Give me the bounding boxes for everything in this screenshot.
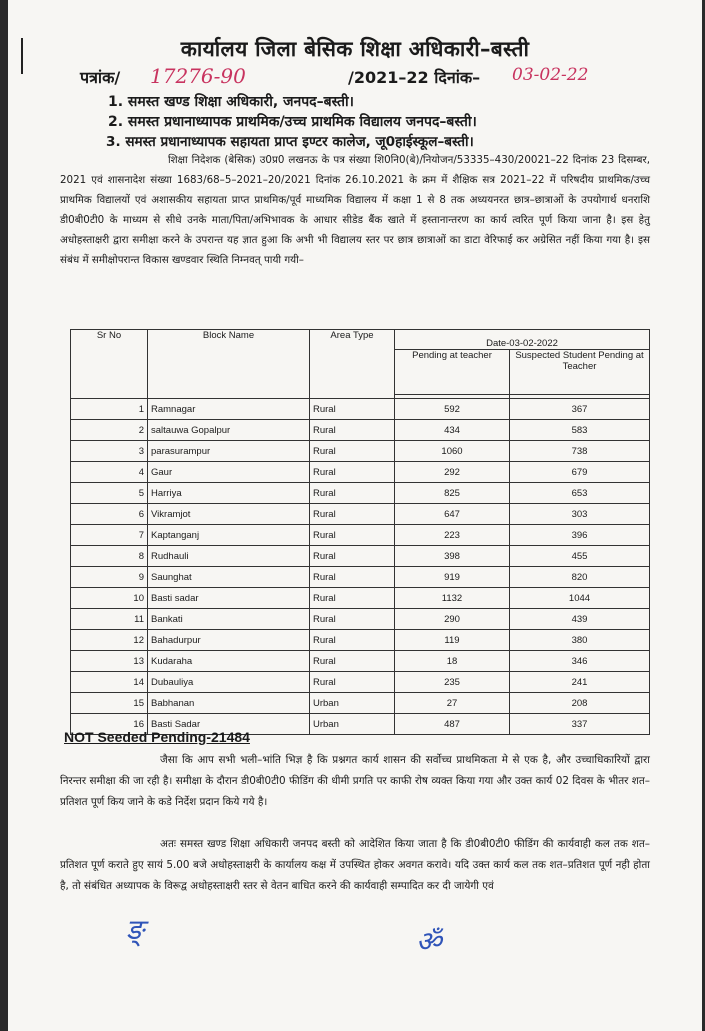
cell-area-type: Rural xyxy=(310,504,395,525)
cell-block-name: Harriya xyxy=(148,483,310,504)
table-row xyxy=(71,693,650,714)
cell-area-type: Rural xyxy=(310,567,395,588)
table-row xyxy=(71,651,650,672)
table-row xyxy=(71,504,650,525)
pending-table xyxy=(70,329,650,735)
col-sr-no: Sr No xyxy=(71,330,148,399)
table-row xyxy=(71,609,650,630)
cell-sr-no: 14 xyxy=(71,672,148,693)
addressee-2: 2. समस्त प्रधानाध्यापक प्राथमिक/उच्च प्राथमिक विद्यालय जनपद–बस्ती। xyxy=(108,114,477,130)
cell-area-type: Rural xyxy=(310,399,395,420)
cell-pending-teacher: 398 xyxy=(395,546,510,567)
cell-block-name: Bankati xyxy=(148,609,310,630)
cell-suspected-pending: 653 xyxy=(510,483,650,504)
cell-area-type: Urban xyxy=(310,693,395,714)
cell-pending-teacher: 919 xyxy=(395,567,510,588)
cell-suspected-pending: 820 xyxy=(510,567,650,588)
cell-area-type: Rural xyxy=(310,651,395,672)
signature-initial-right: ॐ xyxy=(416,925,442,958)
cell-block-name: Bahadurpur xyxy=(148,630,310,651)
table-row xyxy=(71,672,650,693)
cell-area-type: Rural xyxy=(310,462,395,483)
cell-block-name: Vikramjot xyxy=(148,504,310,525)
cell-block-name: Kaptanganj xyxy=(148,525,310,546)
table-row xyxy=(71,399,650,420)
cell-sr-no: 6 xyxy=(71,504,148,525)
cell-area-type: Rural xyxy=(310,483,395,504)
col-suspected-pending: Suspected Student Pending at Teacher xyxy=(510,350,650,395)
table-row xyxy=(71,567,650,588)
cell-suspected-pending: 367 xyxy=(510,399,650,420)
cell-pending-teacher: 27 xyxy=(395,693,510,714)
cell-suspected-pending: 679 xyxy=(510,462,650,483)
cell-area-type: Rural xyxy=(310,588,395,609)
cell-pending-teacher: 119 xyxy=(395,630,510,651)
signature-initial-left: ङ् xyxy=(126,913,144,946)
table-row xyxy=(71,525,650,546)
cell-sr-no: 8 xyxy=(71,546,148,567)
cell-pending-teacher: 825 xyxy=(395,483,510,504)
table-row xyxy=(71,483,650,504)
table-row xyxy=(71,462,650,483)
cell-suspected-pending: 455 xyxy=(510,546,650,567)
cell-sr-no: 4 xyxy=(71,462,148,483)
cell-sr-no: 12 xyxy=(71,630,148,651)
cell-sr-no: 9 xyxy=(71,567,148,588)
paragraph-3: अतः समस्त खण्ड शिक्षा अधिकारी जनपद बस्ती को आदेशित किया जाता है कि डी0बी0टी0 फीडिंग की कार्यवाही कल तक शत–प्रतिशत पूर्ण कराते हुए सायं 5.00 बजे अधोहस्ताक्षरी के कार्यालय कक्ष में उपस्थित होकर अवगत करावे। यदि उक्त कार्य कल तक शत–प्रतिशत पूर्ण नही होता है, तो संबंधित अध्यापक के विरूद्व अधोहस्ताक्षरी स्तर से वेतन बाधित करने की कार्यवाही सम्पादित कर दी जायेगी एवं xyxy=(60,838,650,892)
cell-block-name: Dubauliya xyxy=(148,672,310,693)
cell-pending-teacher: 434 xyxy=(395,420,510,441)
addressee-3: 3. समस्त प्रधानाध्यापक सहायता प्राप्त इण्टर कालेज, जू0हाईस्कूल–बस्ती। xyxy=(106,134,474,150)
intro-paragraph: शिक्षा निदेशक (बेसिक) उ0प्र0 लखनऊ के पत्र संख्या शि0नि0(बे)/नियोजन/53335–430/20021–22 दिनांक 23 दिसम्बर, 2021 एवं शासनादेश संख्या 1683/68–5–2021–20/2021 दिनांक 26.10.2021 के क्रम में शैक्षिक सत्र 2021–22 में परिषदीय प्राथमिक/उच्च प्राथमिक विद्यालयों एवं अशासकीय सहायता प्राप्त प्राथमिक/पूर्व माध्यमिक विद्यालय में कक्षा 1 से 8 तक अध्ययनरत छात्र–छात्राओं के उपयोगार्थ धनराशि डी0बी0टी0 के माध्यम से सीधे उनके माता/पिता/अभिभावक के आधार सीडेड बैंक खाते में हस्तानान्तरण का कार्य त्वरित पूर्ण किया जाना है। इस हेतु अधोहस्ताक्षरी द्वारा समीक्षा करने के उपरान्त यह ज्ञात हुआ कि अभी भी विद्यालय स्तर पर छात्र छात्राओं का डाटा वेरिफाई कर अग्रेसित नहीं किया गया है। इस संबंध में समीक्षोपरान्त विकास खण्डवार स्थिति निम्नवत् पायी गयी– xyxy=(60,154,650,266)
cell-area-type: Rural xyxy=(310,420,395,441)
document-page xyxy=(8,0,702,1031)
cell-block-name: Kudaraha xyxy=(148,651,310,672)
col-pending-teacher: Pending at teacher xyxy=(395,350,510,395)
cell-sr-no: 11 xyxy=(71,609,148,630)
cell-sr-no: 10 xyxy=(71,588,148,609)
not-seeded-heading: NOT Seeded Pending-21484 xyxy=(64,729,250,745)
cell-sr-no: 15 xyxy=(71,693,148,714)
col-block-name: Block Name xyxy=(148,330,310,399)
cell-pending-teacher: 292 xyxy=(395,462,510,483)
table-row xyxy=(71,441,650,462)
cell-block-name: parasurampur xyxy=(148,441,310,462)
patrank-label: पत्रांक/ xyxy=(80,68,121,87)
cell-block-name: Ramnagar xyxy=(148,399,310,420)
cell-suspected-pending: 346 xyxy=(510,651,650,672)
cell-block-name: saltauwa Gopalpur xyxy=(148,420,310,441)
date-handwritten: 03-02-22 xyxy=(512,65,589,85)
addressee-1: 1. समस्त खण्ड शिक्षा अधिकारी, जनपद–बस्ती। xyxy=(108,94,354,110)
cell-pending-teacher: 487 xyxy=(395,714,510,735)
table-row xyxy=(71,630,650,651)
year-label: /2021–22 दिनांक– xyxy=(348,68,481,87)
cell-pending-teacher: 235 xyxy=(395,672,510,693)
table-row xyxy=(71,588,650,609)
paragraph-2: जैसा कि आप सभी भली–भांति भिज्ञ है कि प्रश्नगत कार्य शासन की सर्वोच्च प्राथमिकता मे से एक है, और उच्चाधिकारियों द्वारा निरन्तर समीक्षा की जा रही है। समीक्षा के दौरान डी0बी0टी0 फीडिंग की धीमी प्रगति पर काफी रोष व्यक्त किया गया और उक्त कार्य 02 दिवस के भीतर शत–प्रतिशत पूर्ण किय जाने के कडे निर्देश प्रदान किये गये है। xyxy=(60,754,650,808)
cell-block-name: Rudhauli xyxy=(148,546,310,567)
cell-suspected-pending: 738 xyxy=(510,441,650,462)
cell-pending-teacher: 18 xyxy=(395,651,510,672)
cell-suspected-pending: 380 xyxy=(510,630,650,651)
cell-suspected-pending: 208 xyxy=(510,693,650,714)
cell-sr-no: 3 xyxy=(71,441,148,462)
cell-block-name: Basti sadar xyxy=(148,588,310,609)
cell-area-type: Rural xyxy=(310,546,395,567)
cell-suspected-pending: 583 xyxy=(510,420,650,441)
cell-block-name: Saunghat xyxy=(148,567,310,588)
cell-pending-teacher: 1132 xyxy=(395,588,510,609)
cell-suspected-pending: 303 xyxy=(510,504,650,525)
cell-suspected-pending: 439 xyxy=(510,609,650,630)
table-row xyxy=(71,546,650,567)
cell-sr-no: 7 xyxy=(71,525,148,546)
patrank-number: 17276-90 xyxy=(150,64,246,88)
cell-area-type: Rural xyxy=(310,672,395,693)
col-date: Date-03-02-2022 xyxy=(395,330,650,350)
cell-sr-no: 13 xyxy=(71,651,148,672)
cell-sr-no: 1 xyxy=(71,399,148,420)
cell-block-name: Basti Sadar xyxy=(148,714,310,735)
cell-pending-teacher: 290 xyxy=(395,609,510,630)
cell-pending-teacher: 223 xyxy=(395,525,510,546)
cell-suspected-pending: 396 xyxy=(510,525,650,546)
office-title: कार्यालय जिला बेसिक शिक्षा अधिकारी–बस्ती xyxy=(180,37,530,61)
cell-pending-teacher: 647 xyxy=(395,504,510,525)
cell-block-name: Babhanan xyxy=(148,693,310,714)
cell-sr-no: 2 xyxy=(71,420,148,441)
cell-area-type: Rural xyxy=(310,441,395,462)
cell-suspected-pending: 1044 xyxy=(510,588,650,609)
cell-area-type: Urban xyxy=(310,714,395,735)
cell-pending-teacher: 592 xyxy=(395,399,510,420)
cell-suspected-pending: 337 xyxy=(510,714,650,735)
table-row xyxy=(71,420,650,441)
cell-sr-no: 16 xyxy=(71,714,148,735)
reference-line xyxy=(80,66,680,92)
cell-sr-no: 5 xyxy=(71,483,148,504)
cell-area-type: Rural xyxy=(310,609,395,630)
cell-area-type: Rural xyxy=(310,630,395,651)
cell-suspected-pending: 241 xyxy=(510,672,650,693)
cell-block-name: Gaur xyxy=(148,462,310,483)
cell-pending-teacher: 1060 xyxy=(395,441,510,462)
col-area-type: Area Type xyxy=(310,330,395,399)
cell-area-type: Rural xyxy=(310,525,395,546)
